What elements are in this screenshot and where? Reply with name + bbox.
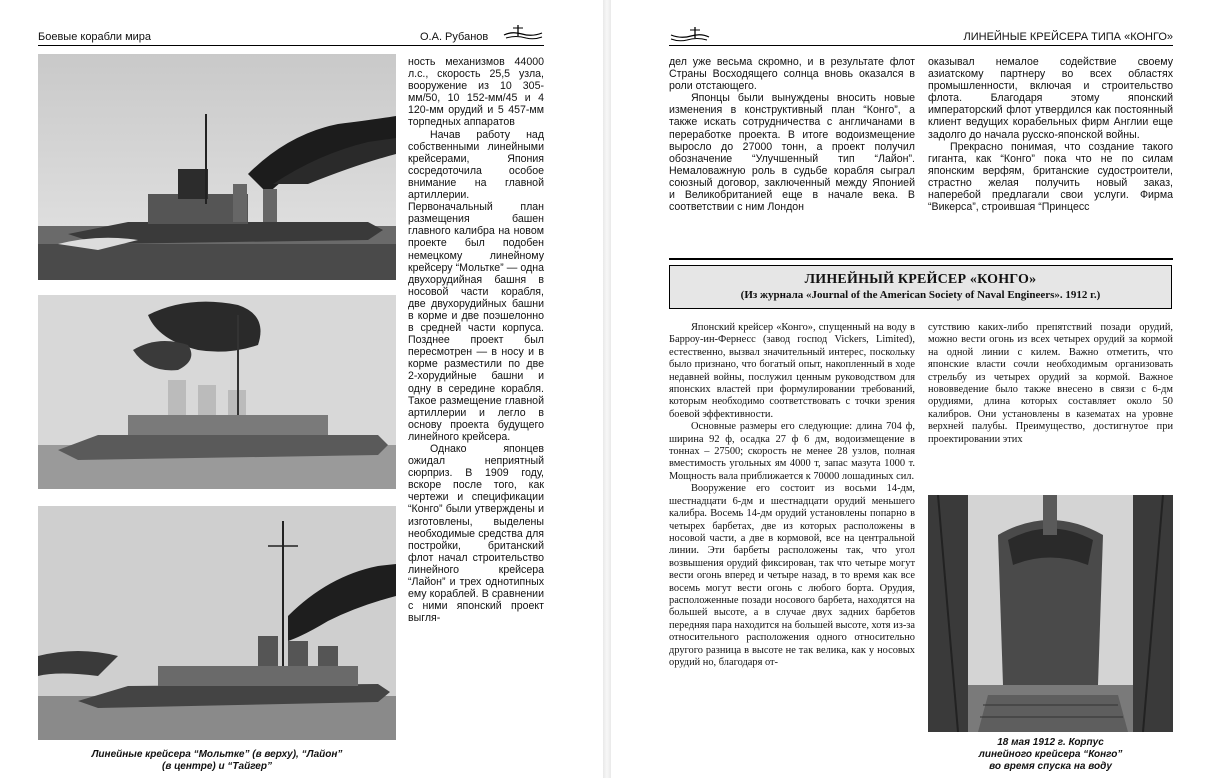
- paragraph: Японцы были вынуждены вносить новые изменения в конструктивный план “Конго”, а также искать сотрудничества с англичанами в переработке проекта. В итоге водоизмещение выросло до 27000 тонн, а проект получил обозначение “Улучшенный тип “Лайон”. Немаловажную роль в судьбе корабля сыграл союзный договор, заключенный между Японией и Великобританией еще в начале века. В соответствии с ним Лондон: [669, 92, 915, 214]
- right-caption-line-1: 18 мая 1912 г. Корпус: [997, 737, 1104, 748]
- left-text-column: [408, 56, 544, 624]
- paragraph: Основные размеры его следующие: длина 704 ф, ширина 92 ф, осадка 27 ф 6 дм, водоизмещение в тоннах – 27500; скорость не менее 28 узлов, полная вместимость угольных ям 4000 т, запас мазута 1000 т. Мощность вала приближается к 70000 лошадиных сил.: [669, 421, 915, 482]
- right-page: [611, 0, 1214, 778]
- header-rule: [669, 45, 1173, 46]
- paragraph: Прекрасно понимая, что создание такого гиганта, как “Конго” пока что не по силам японским верфям, британские судостроители, страстно желая получить новый заказ, наперебой предлагали свои услуги. Фирма “Викерса”, строившая “Принцесс: [928, 140, 1173, 214]
- photo-tiger: [38, 506, 396, 740]
- right-caption-line-2: линейного крейсера “Конго”: [978, 749, 1123, 760]
- left-caption: [38, 749, 396, 773]
- article-source: (Из журнала «Journal of the American Society of Naval Engineers». 1912 г.): [740, 289, 1101, 301]
- paragraph: Однако японцев ожидал неприятный сюрприз. В 1909 году, вскоре после того, как чертежи и спецификации “Конго” были утверждены и изготовлены, выделены необходимые средства для постройки, британский флот начал строительство линейного крейсера “Лайон” и трех однотипных ему кораблей. В сравнении с ними японский проект выгля-: [408, 443, 544, 625]
- left-caption-line-1: Линейные крейсера “Мольтке” (в верху), “Лайон”: [91, 749, 343, 760]
- ship-emblem-icon: [669, 24, 711, 46]
- header-book-title: Боевые корабли мира: [38, 31, 152, 43]
- photo-lion: [38, 295, 396, 489]
- paragraph: Вооружение его состоит из восьми 14-дм, шестнадцати 6-дм и шестнадцати орудий меньшего калибра. Восемь 14-дм орудий установлены попарно в четырех барбетах, две из которых расположены в носовой части, а две в кормовой, все на центральной линии. Эти барбеты расположены так, что угол возвышения орудий фиксирован, так что четыре могут вести огонь вперед и четыре назад, в то время как все восемь могут вести огонь с любого борта. Орудия, расположенные позади носового барбета, находятся на большей высоте, а в случае двух задних барбетов передняя пара находится на большей высоте, хотя из-за относительного расположения одного относительно другого разница в высоте не так велика, как у носовых орудий но, благодаря от-: [669, 483, 915, 668]
- right-caption-line-3: во время спуска на воду: [989, 761, 1112, 772]
- ship-emblem-icon: [502, 22, 544, 44]
- paragraph: ность механизмов 44000 л.с., скорость 25,5 узла, вооружение из 10 305-мм/50, 10 152-мм/45 и 4 120-мм орудий и 5 457-мм торпедных аппаратов: [408, 56, 544, 129]
- photo-moltke: [38, 54, 396, 280]
- paragraph: сутствию каких-либо препятствий позади орудий, можно вести огонь из всех четырех орудий за кормой на одной линии с килем. Важно отметить, что японские власти сочли необходимым организовать стрельбу из четырех орудий за кормой. Важное нововведение было также внесено в связи с 6-дм орудиями, длина которых составляет около 50 калибров. Они установлены в казематах на уровне верхней палубы. Преимущество, достигнутое при проектировании этих: [928, 322, 1173, 445]
- paragraph: Начав работу над собственными линейными крейсерами, Япония сосредоточила особое внимание на главной артиллерии. Первоначальный план размещения башен главного калибра на новом проекте был подобен немецкому линейному крейсеру “Мольтке” — одна двухорудийная башня в носовой части корабля, две двухорудийных башни в корме и две поэшелонно в средней части корпуса. Позднее проект был пересмотрен — в носу и в корме разместили по две 2-хорудийные башни и одну в середине корабля. Такое размещение главной артиллерии и легло в основу проекта будущего линейного крейсера.: [408, 128, 544, 443]
- book-gutter: [603, 0, 611, 778]
- right-caption: [928, 737, 1173, 773]
- paragraph: оказывал немалое содействие своему азиатскому партнеру во всех областях промышленности, включая и строительство флота. Благодаря этому японский императорский флот утвердился как постоянный клиент ведущих корабельных фирм Англии еще задолго до начала русско-японской войны.: [928, 56, 1173, 141]
- header-rule: [38, 45, 544, 46]
- article-column-1: [669, 322, 915, 669]
- left-caption-line-2: (в центре) и “Тайгер”: [162, 761, 272, 772]
- header-author: О.А. Рубанов: [420, 31, 489, 43]
- right-top-column-1: [669, 56, 915, 213]
- right-top-column-2: [928, 56, 1173, 213]
- photo-kongo-launch: [928, 495, 1173, 732]
- article-title: ЛИНЕЙНЫЙ КРЕЙСЕР «КОНГО»: [804, 272, 1037, 287]
- box-top-rule: [669, 258, 1173, 260]
- article-column-2: [928, 322, 1173, 446]
- header-section-title: ЛИНЕЙНЫЕ КРЕЙСЕРА ТИПА «КОНГО»: [963, 31, 1173, 43]
- left-page: [0, 0, 603, 778]
- paragraph: Японский крейсер «Конго», спущенный на воду в Барроу-ин-Фернесс (завод господ Vickers, Limited), естественно, вызвал значительный интерес, поскольку было признано, что богатый опыт, накопленный в ходе недавней войны, послужил ценным руководством для японских властей при формулировании требований, которым необходимо соответствовать с точки зрения боевой эффективности.: [669, 322, 915, 420]
- paragraph: дел уже весьма скромно, и в результате флот Страны Восходящего солнца вновь оказался в роли отстающего.: [669, 56, 915, 93]
- article-title-box: [669, 265, 1172, 309]
